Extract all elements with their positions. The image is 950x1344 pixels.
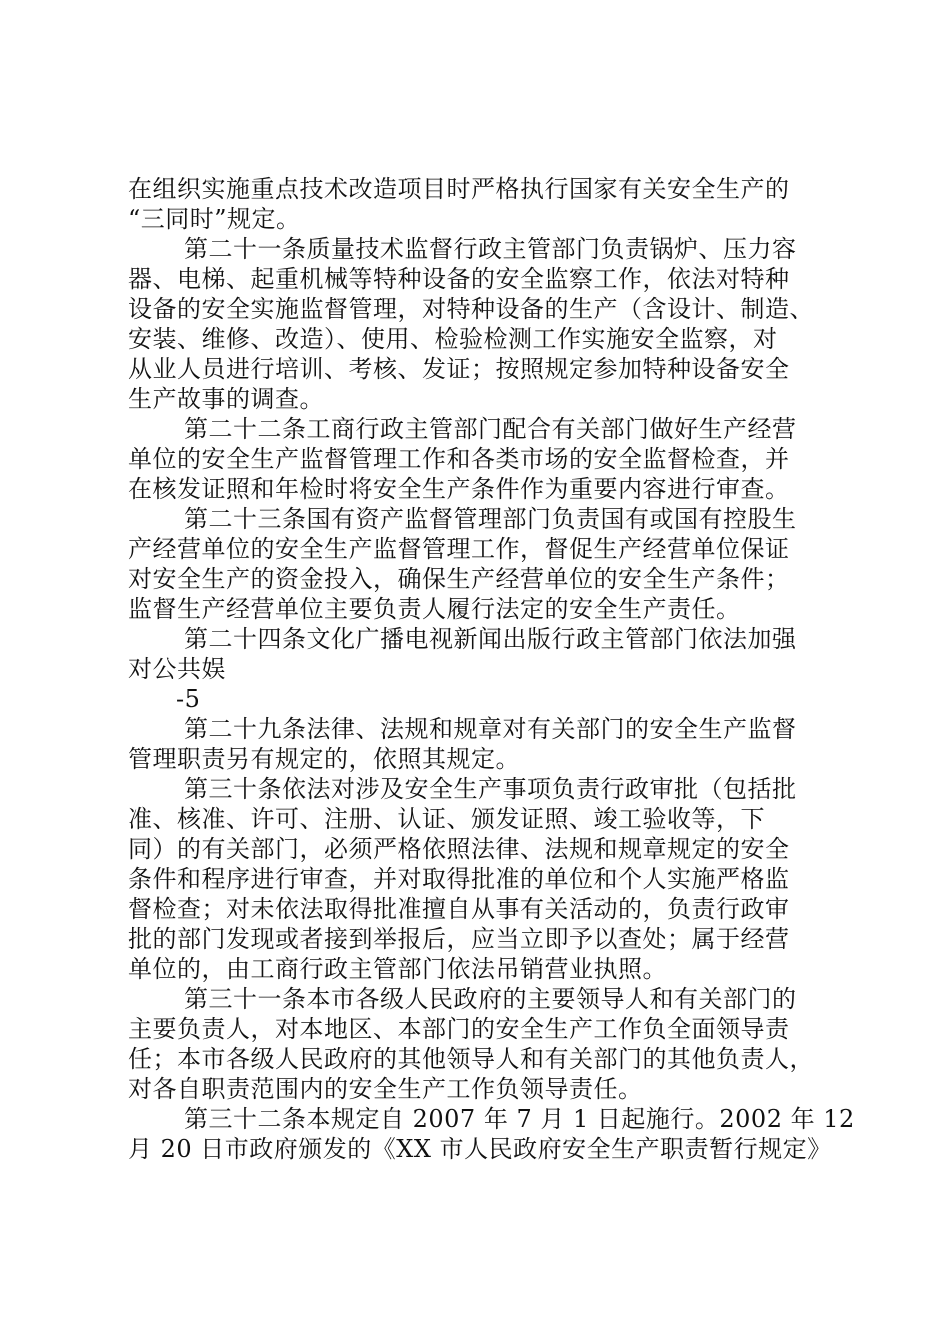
article-30-start: 第三十条依法对涉及安全生产事项负责行政审批（包括批 — [184, 775, 797, 803]
article-22-start: 第二十二条工商行政主管部门配合有关部门做好生产经营 — [184, 415, 797, 443]
text-line: 从业人员进行培训、考核、发证；按照规定参加特种设备安全 — [128, 355, 790, 383]
text-line: 批的部门发现或者接到举报后，应当立即予以查处；属于经营 — [128, 925, 790, 953]
text-line: 督检查；对未依法取得批准擅自从事有关活动的，负责行政审 — [128, 895, 790, 923]
article-23-start: 第二十三条国有资产监督管理部门负责国有或国有控股生 — [184, 505, 797, 533]
text-line: 条件和程序进行审查，并对取得批准的单位和个人实施严格监 — [128, 865, 790, 893]
text-line: 月 20 日市政府颁发的《XX 市人民政府安全生产职责暂行规定》 — [128, 1135, 832, 1163]
text-line: 监督生产经营单位主要负责人履行法定的安全生产责任。 — [128, 595, 741, 623]
article-24-start: 第二十四条文化广播电视新闻出版行政主管部门依法加强 — [184, 625, 797, 653]
document-page — [128, 174, 855, 1164]
text-line: 同）的有关部门，必须严格依照法律、法规和规章规定的安全 — [128, 835, 790, 863]
article-29-start: 第二十九条法律、法规和规章对有关部门的安全生产监督 — [184, 715, 797, 743]
article-31-start: 第三十一条本市各级人民政府的主要领导人和有关部门的 — [184, 985, 797, 1013]
text-line: 单位的，由工商行政主管部门依法吊销营业执照。 — [128, 955, 667, 983]
text-line: 设备的安全实施监督管理，对特种设备的生产（含设计、制造、 — [128, 295, 814, 323]
text-line: “三同时”规定。 — [128, 205, 301, 233]
text-line: 在组织实施重点技术改造项目时严格执行国家有关安全生产的 — [128, 175, 790, 203]
text-line: 对公共娱 — [128, 655, 226, 683]
text-line: 单位的安全生产监督管理工作和各类市场的安全监督检查，并 — [128, 445, 790, 473]
text-line: 主要负责人，对本地区、本部门的安全生产工作负全面领导责 — [128, 1015, 790, 1043]
text-line: 对各自职责范围内的安全生产工作负领导责任。 — [128, 1075, 643, 1103]
text-line: 管理职责另有规定的，依照其规定。 — [128, 745, 520, 773]
text-line: 在核发证照和年检时将安全生产条件作为重要内容进行审查。 — [128, 475, 790, 503]
article-32-start: 第三十二条本规定自 2007 年 7 月 1 日起施行。2002 年 12 — [184, 1105, 855, 1133]
text-line: 安装、维修、改造）、使用、检验检测工作实施安全监察，对 — [128, 325, 778, 353]
text-line: 器、电梯、起重机械等特种设备的安全监察工作，依法对特种 — [128, 265, 790, 293]
text-line: 对安全生产的资金投入，确保生产经营单位的安全生产条件； — [128, 565, 790, 593]
article-21-start: 第二十一条质量技术监督行政主管部门负责锅炉、压力容 — [184, 235, 797, 263]
text-line: 任；本市各级人民政府的其他领导人和有关部门的其他负责人， — [128, 1045, 814, 1073]
text-line: 生产故事的调查。 — [128, 385, 324, 413]
text-line: 准、核准、许可、注册、认证、颁发证照、竣工验收等，下 — [128, 805, 765, 833]
page-number: -5 — [176, 685, 201, 713]
text-line: 产经营单位的安全生产监督管理工作，督促生产经营单位保证 — [128, 535, 790, 563]
